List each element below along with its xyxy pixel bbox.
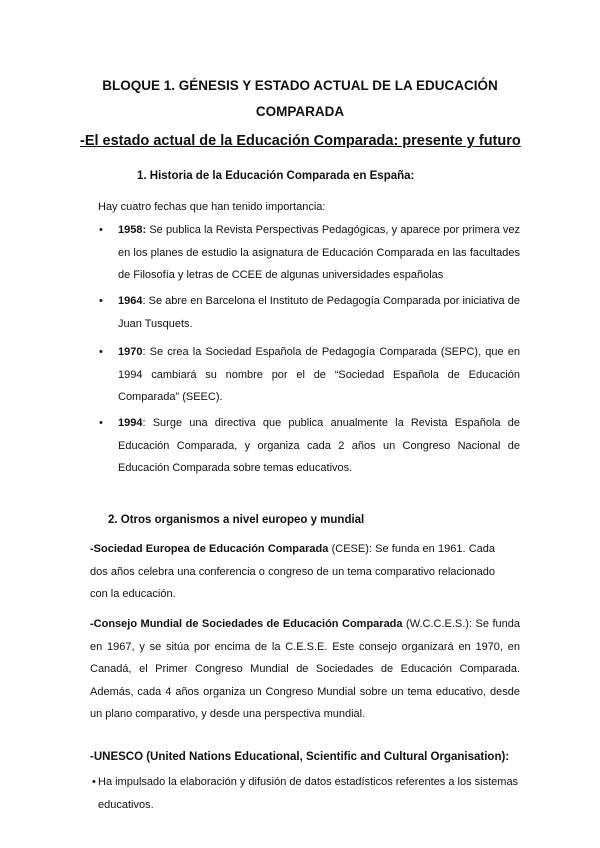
- list-item-text: : Se abre en Barcelona el Instituto de Pedagogía Comparada por iniciativa de Juan Tusquets.: [118, 295, 520, 330]
- list-item-text: : Se crea la Sociedad Española de Pedagogía Comparada (SEPC), que en 1994 cambiará su nombre por el de “Sociedad Española de Educación Comparada” (SEEC).: [118, 346, 520, 403]
- list-item-year: 1994: [118, 417, 143, 429]
- list-item-year: 1964: [118, 295, 143, 307]
- paragraph-text: (W.C.C.E.S.): Se funda en 1967, y se sitúa por encima de la C.E.S.E. Este consejo organizará en 1970, en Canadá, el Primer Congreso Mundial de Sociedades de Educación Comparada. Además, cada 4 años organiza un Congreso Mundial sobre un tema educativo, desde un plano comparativo, y desde una perspectiva mundial.: [90, 618, 520, 720]
- section-1-heading: 1. Historia de la Educación Comparada en España:: [137, 170, 415, 182]
- page-title-line-1: BLOQUE 1. GÉNESIS Y ESTADO ACTUAL DE LA EDUCACIÓN: [102, 78, 498, 93]
- bullet-icon: •: [99, 224, 103, 236]
- page-title-line-2: COMPARADA: [255, 104, 345, 119]
- list-item-text: : Surge una directiva que publica anualmente la Revista Española de Educación Comparada, y organiza cada 2 años un Congreso Nacional de Educación Comparada sobre temas educativos.: [118, 417, 520, 474]
- paragraph-cese: [90, 538, 495, 606]
- unesco-heading: -UNESCO (United Nations Educational, Scientific and Cultural Organisation):: [90, 751, 510, 763]
- section-1-intro: Hay cuatro fechas que han tenido importancia:: [98, 201, 326, 213]
- list-item: [118, 219, 520, 287]
- list-item: [118, 290, 520, 335]
- paragraph-text: (CESE): Se funda en 1961. Cada dos años celebra una conferencia o congreso de un tema comparativo relacionado con la educación.: [90, 543, 496, 600]
- bullet-icon: •: [92, 776, 96, 788]
- list-item-text: Se publica la Revista Perspectivas Pedagógicas, y aparece por primera vez en los planes de estudio la asignatura de Educación Comparada en las facultades de Filosofía y letras de CCEE de algunas universidades españolas: [118, 224, 520, 281]
- section-subtitle: -El estado actual de la Educación Comparada: presente y futuro: [80, 133, 521, 149]
- paragraph-wcces: [90, 613, 520, 726]
- paragraph-bold-lead: -Consejo Mundial de Sociedades de Educación Comparada: [90, 618, 403, 630]
- list-item-year: 1958:: [118, 224, 147, 236]
- list-item-year: 1970: [118, 346, 143, 358]
- section-2-heading: 2. Otros organismos a nivel europeo y mundial: [108, 514, 365, 526]
- paragraph-bold-lead: -Sociedad Europea de Educación Comparada: [90, 543, 329, 555]
- bullet-icon: •: [99, 295, 103, 307]
- list-item: [118, 412, 520, 480]
- list-item: [118, 341, 520, 409]
- bullet-icon: •: [99, 417, 103, 429]
- bullet-icon: •: [99, 346, 103, 358]
- unesco-bullet-text: Ha impulsado la elaboración y difusión de datos estadísticos referentes a los sistemas educativos.: [98, 776, 519, 811]
